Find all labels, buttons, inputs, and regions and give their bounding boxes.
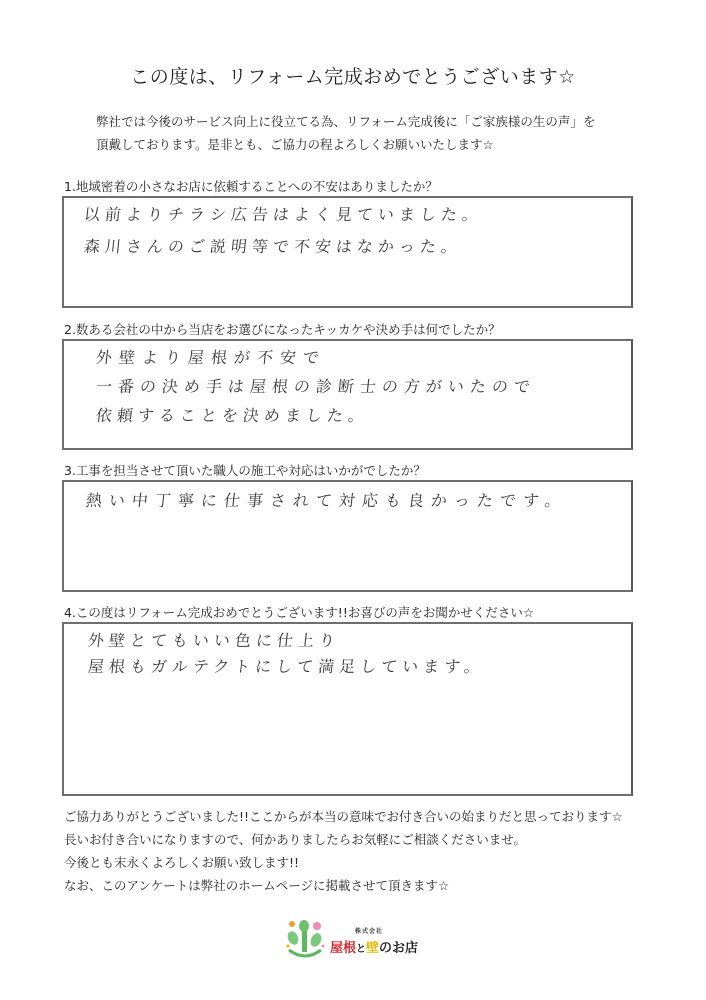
- closing-line-4: なお、このアンケートは弊社のホームページに掲載させて頂きます☆: [64, 878, 450, 893]
- intro-line-1: 弊社では今後のサービス向上に役立てる為、リフォーム完成後に「ご家族様の生の声」を: [96, 114, 596, 129]
- answer-box-2: [62, 339, 633, 450]
- tree-flower-logo-icon: [283, 916, 329, 962]
- answer-box-3: [62, 480, 633, 592]
- question-1-label: 1.地域密着の小さなお店に依頼することへの不安はありましたか？: [64, 179, 438, 194]
- answer-2-line-1: 外壁より屋根が不安で: [94, 348, 327, 367]
- question-4-label: 4.この度はリフォーム完成おめでとうございます!!お喜びの声をお聞かせください☆: [64, 605, 535, 620]
- answer-4-line-1: 外壁とてもいい色に仕上り: [86, 631, 341, 650]
- question-2-label: 2.数ある会社の中から当店をお選びになったキッカケや決め手は何でしたか？: [64, 322, 501, 337]
- answer-box-1: [62, 196, 633, 308]
- closing-text: [64, 805, 623, 897]
- answer-4-line-2: 屋根もガルテクトにして満足しています。: [86, 657, 486, 676]
- survey-title: この度は、リフォーム完成おめでとうございます☆: [130, 66, 576, 88]
- question-3-label: 3.工事を担当させて頂いた職人の施工や対応はいかがでしたか？: [64, 463, 426, 478]
- logo-company-type: 株式会社: [355, 928, 384, 935]
- answer-1-line-2: 森川さんのご説明等で不安はなかった。: [82, 237, 463, 256]
- closing-line-3: 今後とも末永くよろしくお願い致します!!: [64, 855, 300, 870]
- closing-line-1: ご協力ありがとうございました!!ここからが本当の意味でお付き合いの始まりだと思っております☆: [64, 809, 623, 824]
- logo-company-name: 屋根と壁のお店: [330, 941, 419, 956]
- answer-1-line-1: 以前よりチラシ広告はよく見ていました。: [82, 205, 484, 224]
- closing-line-2: 長いお付き合いになりますので、何かありましたらお気軽にご相談くださいませ。: [64, 832, 526, 847]
- answer-2-line-2: 一番の決め手は屋根の診断士の方がいたので: [94, 377, 537, 396]
- answer-2-line-3: 依頼することを決めました。: [94, 406, 370, 425]
- intro-text: [96, 110, 595, 156]
- answer-box-4: [62, 622, 633, 796]
- answer-3-line-1: 熱い中丁寧に仕事されて対応も良かったです。: [84, 491, 569, 510]
- intro-line-2: 頂戴しております。是非とも、ご協力の程よろしくお願いいたします☆: [96, 137, 494, 152]
